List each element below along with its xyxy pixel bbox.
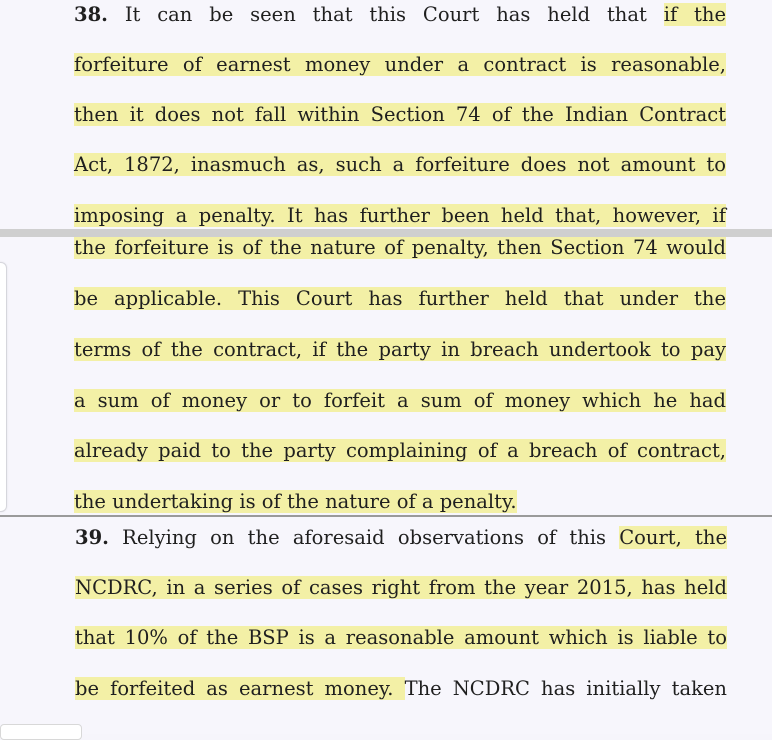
text-line — [74, 335, 726, 365]
text-line — [74, 0, 726, 30]
document-page-1 — [0, 0, 772, 229]
text-line — [74, 201, 726, 229]
document-page-2 — [0, 237, 772, 515]
bottom-tab-edge[interactable] — [0, 724, 82, 740]
text-line — [74, 150, 726, 180]
paragraph-number: 38. — [74, 3, 108, 26]
highlighted-text: NCDRC, in a series of cases right from the year 2015, has held — [75, 576, 727, 599]
text-line — [75, 623, 727, 653]
paragraph-number: 39. — [75, 526, 109, 549]
page-separator — [0, 229, 772, 237]
document-page-3 — [0, 517, 772, 734]
highlighted-text: Act, 1872, inasmuch as, such a forfeiture does not amount to — [74, 153, 726, 176]
highlighted-text: be applicable. This Court has further held that under the — [74, 287, 726, 310]
highlighted-text: the forfeiture is of the nature of penalty, then Section 74 would — [74, 237, 726, 259]
highlighted-text: that 10% of the BSP is a reasonable amount which is liable to — [75, 626, 727, 649]
highlighted-text: a sum of money or to forfeit a sum of money which he had — [74, 389, 726, 412]
text-line — [74, 284, 726, 314]
text-segment: The NCDRC has initially taken — [404, 677, 727, 700]
text-line — [74, 50, 726, 80]
text-line — [74, 386, 726, 416]
text-line — [74, 100, 726, 130]
text-line — [74, 436, 726, 466]
highlighted-text: imposing a penalty. It has further been held that, however, if — [74, 204, 726, 227]
text-segment: Relying on the aforesaid observations of this — [108, 526, 620, 549]
highlighted-text: if the — [663, 3, 726, 26]
text-line — [74, 487, 726, 515]
text-segment: It can be seen that this Court has held that — [107, 3, 664, 26]
text-line — [75, 674, 727, 704]
highlighted-text: then it does not fall within Section 74 of the Indian Contract — [74, 103, 726, 126]
side-panel-edge[interactable] — [0, 262, 7, 512]
highlighted-text: terms of the contract, if the party in breach undertook to pay — [74, 338, 726, 361]
highlighted-text: the undertaking is of the nature of a penalty. — [74, 490, 517, 513]
text-line — [74, 237, 726, 263]
text-line — [75, 573, 727, 603]
text-line — [75, 523, 727, 553]
highlighted-text: already paid to the party complaining of a breach of contract, — [74, 439, 726, 462]
highlighted-text: Court, the — [619, 526, 727, 549]
highlighted-text: forfeiture of earnest money under a contract is reasonable, — [74, 53, 726, 76]
highlighted-text: be forfeited as earnest money. — [75, 677, 405, 700]
